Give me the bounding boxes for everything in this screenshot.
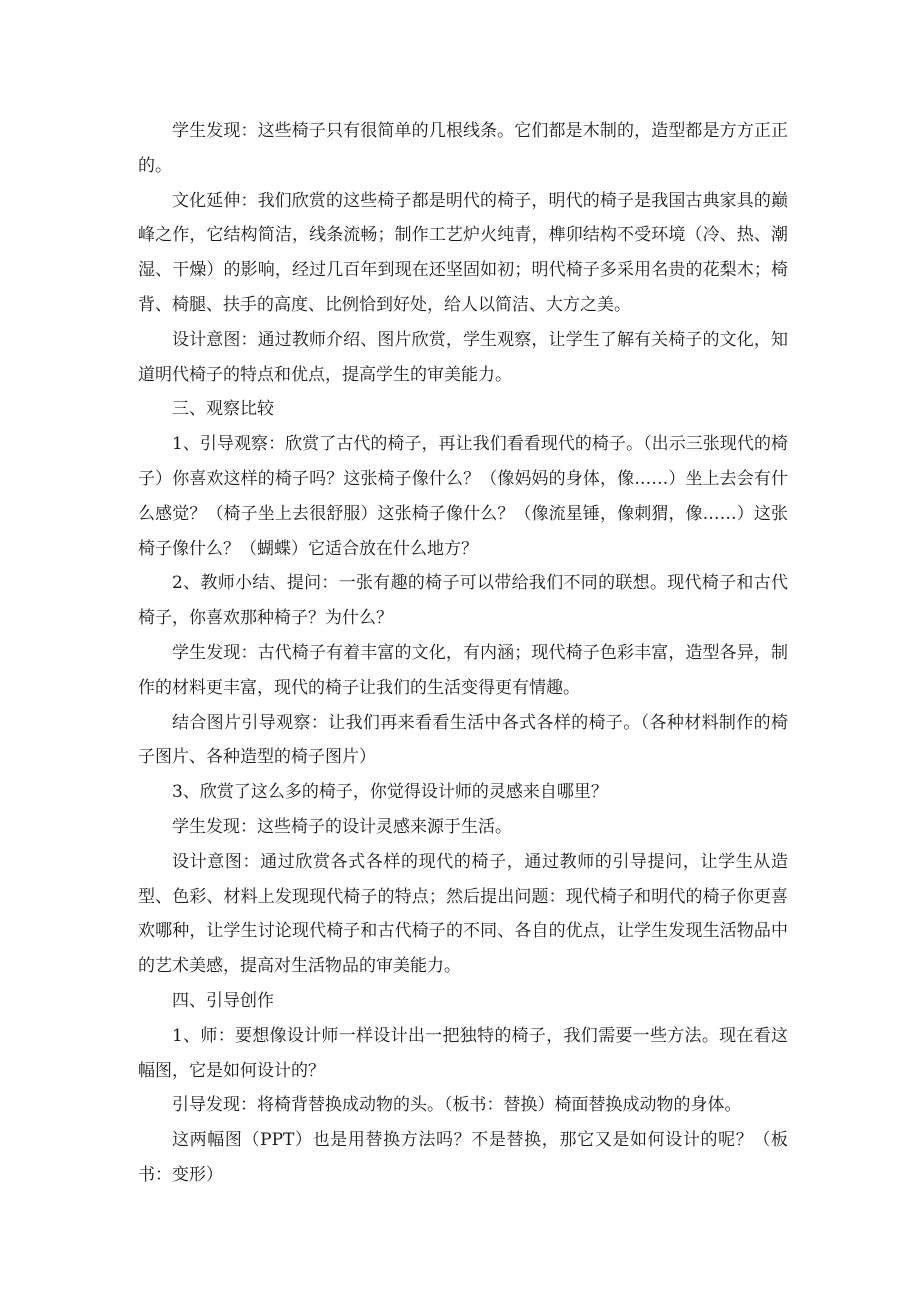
paragraph-picture-observation: 结合图片引导观察：让我们再来看看生活中各式各样的椅子。（各种材料制作的椅子图片、各种造型的椅子图片） bbox=[138, 712, 788, 768]
paragraph-inspiration-question: 3、欣赏了这么多的椅子，你觉得设计师的灵感来自哪里？ bbox=[172, 782, 608, 803]
paragraph-student-finding-1: 学生发现：这些椅子只有很简单的几根线条。它们都是木制的，造型都是方方正正的。 bbox=[138, 121, 788, 176]
paragraph-guided-discovery: 引导发现：将椅背替换成动物的头。（板书：替换）椅面替换成动物的身体。 bbox=[172, 1095, 742, 1116]
paragraph-design-intent-2: 设计意图：通过欣赏各式各样的现代的椅子，通过教师的引导提问，让学生从造型、色彩、材料上发现现代椅子的特点；然后提出问题：现代椅子和明代的椅子你更喜欢哪种，让学生讨论现代椅子和古代椅子的不同、各自的优点，让学生发现生活物品中的艺术美感，提高对生活物品的审美能力。 bbox=[138, 851, 788, 977]
paragraph-guided-observation: 1、引导观察：欣赏了古代的椅子，再让我们看看现代的椅子。（出示三张现代的椅子）你喜欢这样的椅子吗？这张椅子像什么？（像妈妈的身体，像……）坐上去会有什么感觉？（椅子坐上去很舒服）这张椅子像什么？（像流星锤，像刺猬，像……）这张椅子像什么？（蝴蝶）它适合放在什么地方？ bbox=[138, 434, 788, 559]
document-body bbox=[138, 114, 788, 1193]
paragraph-student-finding-2: 学生发现：古代椅子有着丰富的文化，有内涵；现代椅子色彩丰富，造型各异，制作的材料更丰富，现代的椅子让我们的生活变得更有情趣。 bbox=[138, 642, 788, 698]
section-heading-observe-compare: 三、观察比较 bbox=[172, 399, 274, 420]
paragraph-student-finding-3: 学生发现：这些椅子的设计灵感来源于生活。 bbox=[172, 816, 512, 837]
paragraph-teacher-method: 1、师：要想像设计师一样设计出一把独特的椅子，我们需要一些方法。现在看这幅图，它是如何设计的？ bbox=[138, 1025, 788, 1081]
paragraph-culture-extension: 文化延伸：我们欣赏的这些椅子都是明代的椅子，明代的椅子是我国古典家具的巅峰之作，它结构简洁，线条流畅；制作工艺炉火纯青，榫卯结构不受环境（冷、热、潮湿、干燥）的影响，经过几百年到现在还坚固如初；明代椅子多采用名贵的花梨木；椅背、椅腿、扶手的高度、比例恰到好处，给人以简洁、大方之美。 bbox=[138, 190, 788, 315]
paragraph-design-intent-1: 设计意图：通过教师介绍、图片欣赏，学生观察，让学生了解有关椅子的文化，知道明代椅子的特点和优点，提高学生的审美能力。 bbox=[138, 329, 788, 385]
paragraph-transformation-question: 这两幅图（PPT）也是用替换方法吗？不是替换，那它又是如何设计的呢？（板书：变形） bbox=[138, 1130, 788, 1185]
section-heading-guided-creation: 四、引导创作 bbox=[172, 990, 274, 1011]
paragraph-teacher-summary: 2、教师小结、提问：一张有趣的椅子可以带给我们不同的联想。现代椅子和古代椅子，你喜欢那种椅子？为什么？ bbox=[138, 573, 788, 629]
